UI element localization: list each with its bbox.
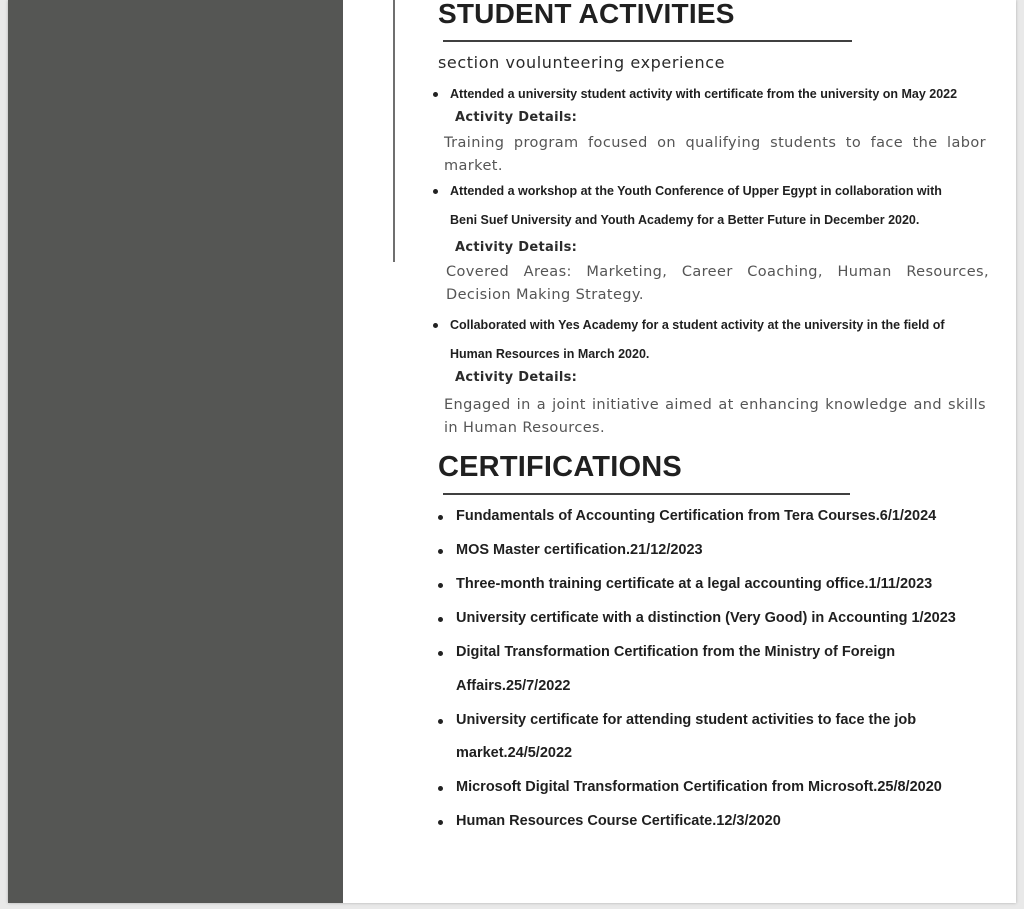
certification-item: Human Resources Course Certificate.12/3/2020 [456, 813, 781, 829]
bullet-icon [438, 515, 443, 520]
activity-3-details-text: Engaged in a joint initiative aimed at enhancing knowledge and skills in Human Resources. [444, 397, 986, 436]
activity-3-details-label: Activity Details: [455, 370, 578, 385]
activity-2-details-text: Covered Areas: Marketing, Career Coaching, Human Resources, Decision Making Strategy. [446, 264, 989, 303]
resume-sidebar [8, 0, 343, 903]
certification-item: University certificate for attending student activities to face the job [456, 712, 917, 728]
certification-item: Digital Transformation Certification from the Ministry of Foreign [456, 644, 896, 660]
activity-2-line-2: Beni Suef University and Youth Academy for a Better Future in December 2020. [450, 213, 920, 227]
certification-item: Three-month training certificate at a legal accounting office.1/11/2023 [456, 576, 933, 592]
activity-3-line-1: Collaborated with Yes Academy for a student activity at the university in the field of [450, 318, 945, 332]
certification-item: Microsoft Digital Transformation Certification from Microsoft.25/8/2020 [456, 779, 942, 795]
activity-2-details-label: Activity Details: [455, 240, 578, 255]
certification-item: MOS Master certification.21/12/2023 [456, 542, 703, 558]
volunteering-subtitle: section voulunteering experience [438, 53, 726, 72]
bullet-icon [438, 617, 443, 622]
student-activities-heading: STUDENT ACTIVITIES [438, 0, 735, 29]
section-vertical-divider [393, 0, 395, 262]
bullet-icon [438, 651, 443, 656]
bullet-icon [438, 786, 443, 791]
certifications-rule [443, 493, 850, 495]
activity-2-line-1: Attended a workshop at the Youth Conference of Upper Egypt in collaboration with [450, 184, 942, 198]
certification-item: University certificate with a distinction (Very Good) in Accounting 1/2023 [456, 610, 956, 626]
certification-item-continued: Affairs.25/7/2022 [456, 678, 571, 694]
bullet-icon [438, 719, 443, 724]
bullet-icon [433, 189, 438, 194]
bullet-icon [438, 549, 443, 554]
certifications-heading: CERTIFICATIONS [438, 451, 682, 483]
activity-1-details-text: Training program focused on qualifying students to face the labor market. [444, 135, 986, 174]
bullet-icon [433, 92, 438, 97]
activity-1-line-1: Attended a university student activity with certificate from the university on May 2022 [450, 87, 958, 101]
certification-item-continued: market.24/5/2022 [456, 745, 573, 761]
bullet-icon [438, 820, 443, 825]
certification-item: Fundamentals of Accounting Certification from Tera Courses.6/1/2024 [456, 508, 937, 524]
student-activities-rule [443, 40, 852, 42]
bullet-icon [433, 323, 438, 328]
bullet-icon [438, 583, 443, 588]
activity-1-details-label: Activity Details: [455, 110, 578, 125]
activity-3-line-2: Human Resources in March 2020. [450, 347, 650, 361]
